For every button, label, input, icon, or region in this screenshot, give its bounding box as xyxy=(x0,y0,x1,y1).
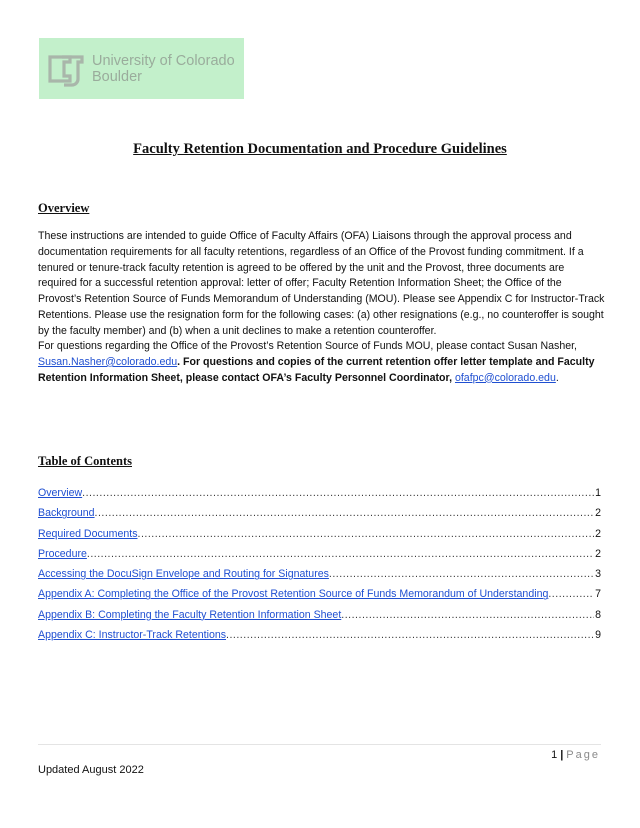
toc-dot-leader xyxy=(226,629,594,641)
toc-dot-leader xyxy=(341,609,594,621)
contact-text-2: . For questions and copies of the current retention offer letter template and Faculty Retention Information Sheet, please contact OFA’s Faculty Personnel Coordinator, xyxy=(38,355,595,384)
email-link-ofafpc[interactable]: ofafpc@colorado.edu xyxy=(454,371,556,384)
toc-link[interactable]: Required Documents xyxy=(38,527,138,540)
overview-heading: Overview xyxy=(38,201,90,215)
toc-page-number: 1 xyxy=(595,487,601,499)
toc-item-appendix-b[interactable] xyxy=(38,609,601,629)
toc-link[interactable]: Overview xyxy=(38,487,83,499)
toc-dot-leader xyxy=(548,588,594,600)
logo-line-2: Boulder xyxy=(92,68,142,85)
logo-text xyxy=(92,53,235,85)
toc-link[interactable]: Appendix B: Completing the Faculty Retention Information Sheet xyxy=(38,608,342,621)
toc-page-number: 9 xyxy=(595,629,601,642)
email-link-susan[interactable]: Susan.Nasher@colorado.edu xyxy=(38,355,178,368)
toc-page-number: 2 xyxy=(595,547,601,560)
toc-page-number: 2 xyxy=(595,527,601,540)
toc-item-required-documents[interactable] xyxy=(38,528,601,548)
toc-page-number: 8 xyxy=(595,608,601,621)
toc-item-appendix-c[interactable] xyxy=(38,629,601,649)
page-word: Page xyxy=(566,749,600,761)
toc-heading: Table of Contents xyxy=(38,454,132,468)
updated-date: Updated August 2022 xyxy=(38,764,144,776)
page-number xyxy=(551,749,600,761)
toc-dot-leader xyxy=(87,548,594,560)
university-logo xyxy=(39,38,244,99)
toc-dot-leader xyxy=(138,528,595,540)
toc-item-docusign[interactable] xyxy=(38,568,601,588)
toc-link[interactable]: Appendix A: Completing the Office of the Provost Retention Source of Funds Memorandum of Understanding xyxy=(38,588,549,601)
logo-line-1: University of Colorado xyxy=(92,52,235,69)
page-separator: | xyxy=(560,749,564,761)
table-of-contents xyxy=(38,487,601,649)
toc-dot-leader xyxy=(329,568,594,580)
contact-text-1: For questions regarding the Office of the Provost’s Retention Source of Funds MOU, please contact Susan Nasher, xyxy=(38,340,578,352)
overview-paragraph-2 xyxy=(38,339,606,386)
toc-item-background[interactable] xyxy=(38,507,601,527)
toc-page-number: 3 xyxy=(595,568,601,581)
toc-item-overview[interactable] xyxy=(38,487,601,507)
toc-item-appendix-a[interactable] xyxy=(38,588,601,608)
toc-page-number: 2 xyxy=(595,507,601,520)
cu-logo-icon xyxy=(44,47,88,91)
toc-item-procedure[interactable] xyxy=(38,548,601,568)
document-title: Faculty Retention Documentation and Procedure Guidelines xyxy=(133,141,507,157)
toc-dot-leader xyxy=(82,487,594,499)
toc-link[interactable]: Background xyxy=(38,507,95,520)
toc-link[interactable]: Procedure xyxy=(38,547,87,560)
page-number-value: 1 xyxy=(551,749,558,761)
footer-divider xyxy=(38,744,601,745)
toc-page-number: 7 xyxy=(595,588,601,601)
overview-paragraph-1: These instructions are intended to guide Office of Faculty Affairs (OFA) Liaisons through the approval process and documentation requirements for all faculty retentions, regardless of an Office of the Provost funding commitment. If a tenured or tenure-track faculty retention is agreed to be offered by the unit and the Provost, three documents are required for a successful retention approval: letter of offer; Faculty Retention Information Sheet; the Office of the Provost’s Retention Source of Funds Memorandum of Understanding (MOU). Please see Appendix C for Instructor-Track Retentions. Please use the resignation form for the following cases: (a) other resignations (e.g., no counteroffer is sought by the faculty member) and (b) when a unit declines to make a retention counteroffer. xyxy=(38,230,605,337)
toc-dot-leader xyxy=(95,507,595,519)
toc-link[interactable]: Appendix C: Instructor-Track Retentions xyxy=(38,629,227,642)
contact-text-3: . xyxy=(555,371,559,384)
toc-link[interactable]: Accessing the DocuSign Envelope and Routing for Signatures xyxy=(38,568,329,581)
